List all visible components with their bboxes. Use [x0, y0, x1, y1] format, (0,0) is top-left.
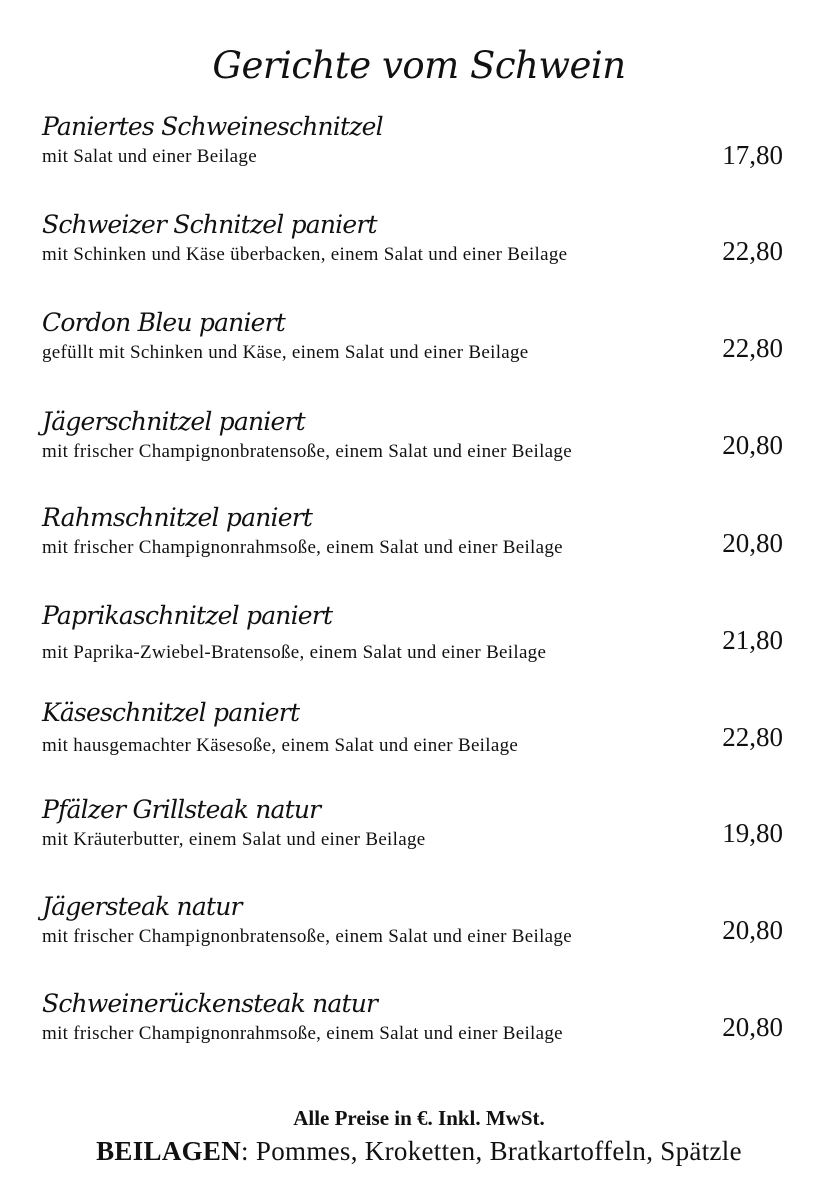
dish-price: 22,80 [722, 333, 783, 363]
dish-name: Rahmschnitzel paniert [42, 503, 313, 532]
dish-description: gefüllt mit Schinken und Käse, einem Salat und einer Beilage [42, 342, 529, 363]
dish-description: mit hausgemachter Käsesoße, einem Salat und einer Beilage [42, 735, 519, 756]
dish-description: mit Paprika-Zwiebel-Bratensoße, einem Salat und einer Beilage [42, 642, 547, 663]
dish-name: Pfälzer Grillsteak natur [42, 795, 321, 824]
dish-name: Schweinerückensteak natur [42, 989, 378, 1018]
dish-price: 22,80 [722, 236, 783, 266]
side-dishes [0, 1136, 838, 1167]
dish-name: Paprikaschnitzel paniert [42, 601, 333, 630]
dish-name: Schweizer Schnitzel paniert [42, 210, 377, 239]
dish-description: mit Schinken und Käse überbacken, einem Salat und einer Beilage [42, 244, 568, 265]
price-note: Alle Preise in €. Inkl. MwSt. [293, 1106, 545, 1130]
side-dishes-list: : Pommes, Kroketten, Bratkartoffeln, Spätzle [241, 1136, 742, 1166]
side-dishes-label: BEILAGEN [96, 1136, 242, 1166]
dish-name: Jägerschnitzel paniert [42, 407, 305, 436]
dish-name: Käseschnitzel paniert [42, 698, 300, 727]
dish-name: Jägersteak natur [42, 892, 242, 921]
dish-name: Paniertes Schweineschnitzel [42, 112, 383, 141]
dish-price: 22,80 [722, 722, 783, 752]
dish-description: mit frischer Champignonbratensoße, einem Salat und einer Beilage [42, 926, 572, 947]
dish-description: mit frischer Champignonrahmsoße, einem Salat und einer Beilage [42, 1023, 563, 1044]
dish-price: 20,80 [722, 528, 783, 558]
menu-title: Gerichte vom Schwein [212, 44, 626, 87]
dish-price: 21,80 [722, 625, 783, 655]
dish-description: mit frischer Champignonrahmsoße, einem Salat und einer Beilage [42, 537, 563, 558]
dish-price: 20,80 [722, 1012, 783, 1042]
dish-price: 20,80 [722, 915, 783, 945]
dish-description: mit Kräuterbutter, einem Salat und einer Beilage [42, 829, 426, 850]
dish-price: 17,80 [722, 140, 783, 170]
dish-name: Cordon Bleu paniert [42, 308, 286, 337]
dish-price: 20,80 [722, 430, 783, 460]
dish-price: 19,80 [722, 818, 783, 848]
dish-description: mit frischer Champignonbratensoße, einem Salat und einer Beilage [42, 441, 572, 462]
dish-description: mit Salat und einer Beilage [42, 146, 257, 167]
